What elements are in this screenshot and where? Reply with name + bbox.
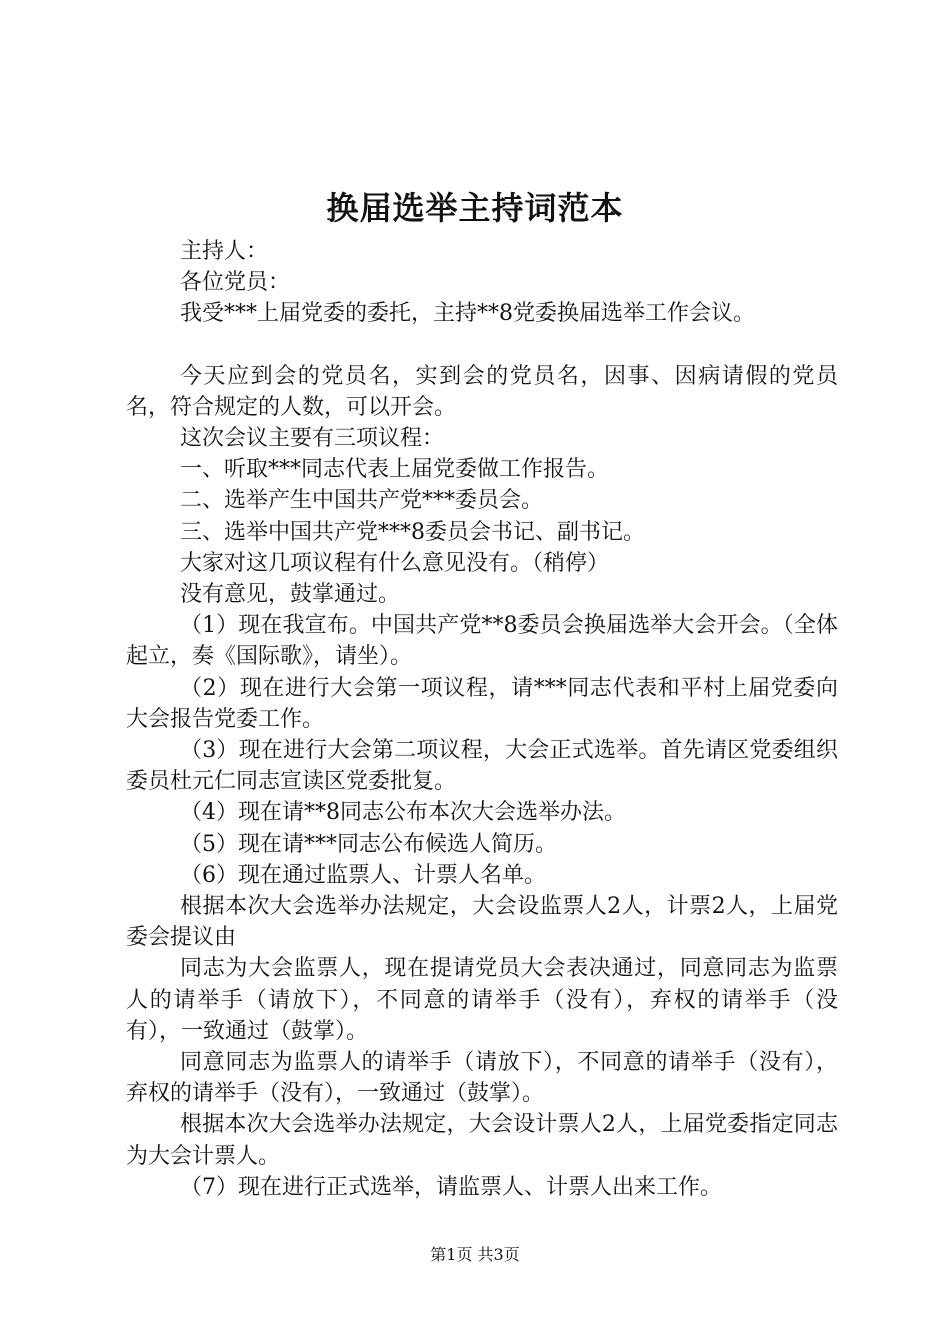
page-footer: 第1页 共3页 <box>430 1245 520 1264</box>
paragraph: 这次会议主要有三项议程： <box>180 426 445 452</box>
paragraph: （6）现在通过监票人、计票人名单。 <box>180 862 546 888</box>
paragraph: 没有意见，鼓掌通过。 <box>180 582 401 608</box>
paragraph: 主持人： <box>180 239 269 264</box>
paragraph: 同志为大会监票人，现在提请党员大会表决通过，同意同志为监票人的请举手（请放下），不同意的请举手（没有），弃权的请举手（没有），一致通过（鼓掌）。 <box>126 956 838 1044</box>
paragraph: 我受***上届党委的委托，主持**8党委换届选举工作会议。 <box>180 301 755 327</box>
paragraph: 一、听取***同志代表上届党委做工作报告。 <box>180 457 610 483</box>
paragraph: （5）现在请***同志公布候选人简历。 <box>180 831 557 857</box>
paragraph: （3）现在进行大会第二项议程，大会正式选举。首先请区党委组织委员杜元仁同志宣读区党委批复。 <box>126 738 838 795</box>
paragraph: （4）现在请**8同志公布本次大会选举办法。 <box>180 800 626 826</box>
paragraph: 大家对这几项议程有什么意见没有。（稍停） <box>180 550 610 576</box>
paragraph: 今天应到会的党员名，实到会的党员名，因事、因病请假的党员名，符合规定的人数，可以开会。 <box>126 363 838 420</box>
document-body <box>126 236 838 1203</box>
document-title: 换届选举主持词范本 <box>326 189 624 227</box>
paragraph: 三、选举中国共产党***8委员会书记、副书记。 <box>180 519 645 545</box>
paragraph: 各位党员： <box>180 270 291 296</box>
paragraph: 同意同志为监票人的请举手（请放下），不同意的请举手（没有），弃权的请举手（没有），一致通过（鼓掌）。 <box>126 1050 838 1107</box>
paragraph: 二、选举产生中国共产党***委员会。 <box>180 488 544 514</box>
paragraph: 根据本次大会选举办法规定，大会设监票人2人，计票2人，上届党委会提议由 <box>126 894 838 951</box>
paragraph: （1）现在我宣布。中国共产党**8委员会换届选举大会开会。（全体起立，奏《国际歌》，请坐）。 <box>126 613 838 670</box>
paragraph: （2）现在进行大会第一项议程，请***同志代表和平村上届党委向大会报告党委工作。 <box>126 675 838 732</box>
paragraph: 根据本次大会选举办法规定，大会设计票人2人，上届党委指定同志为大会计票人。 <box>126 1112 838 1169</box>
paragraph: （7）现在进行正式选举，请监票人、计票人出来工作。 <box>180 1174 722 1200</box>
